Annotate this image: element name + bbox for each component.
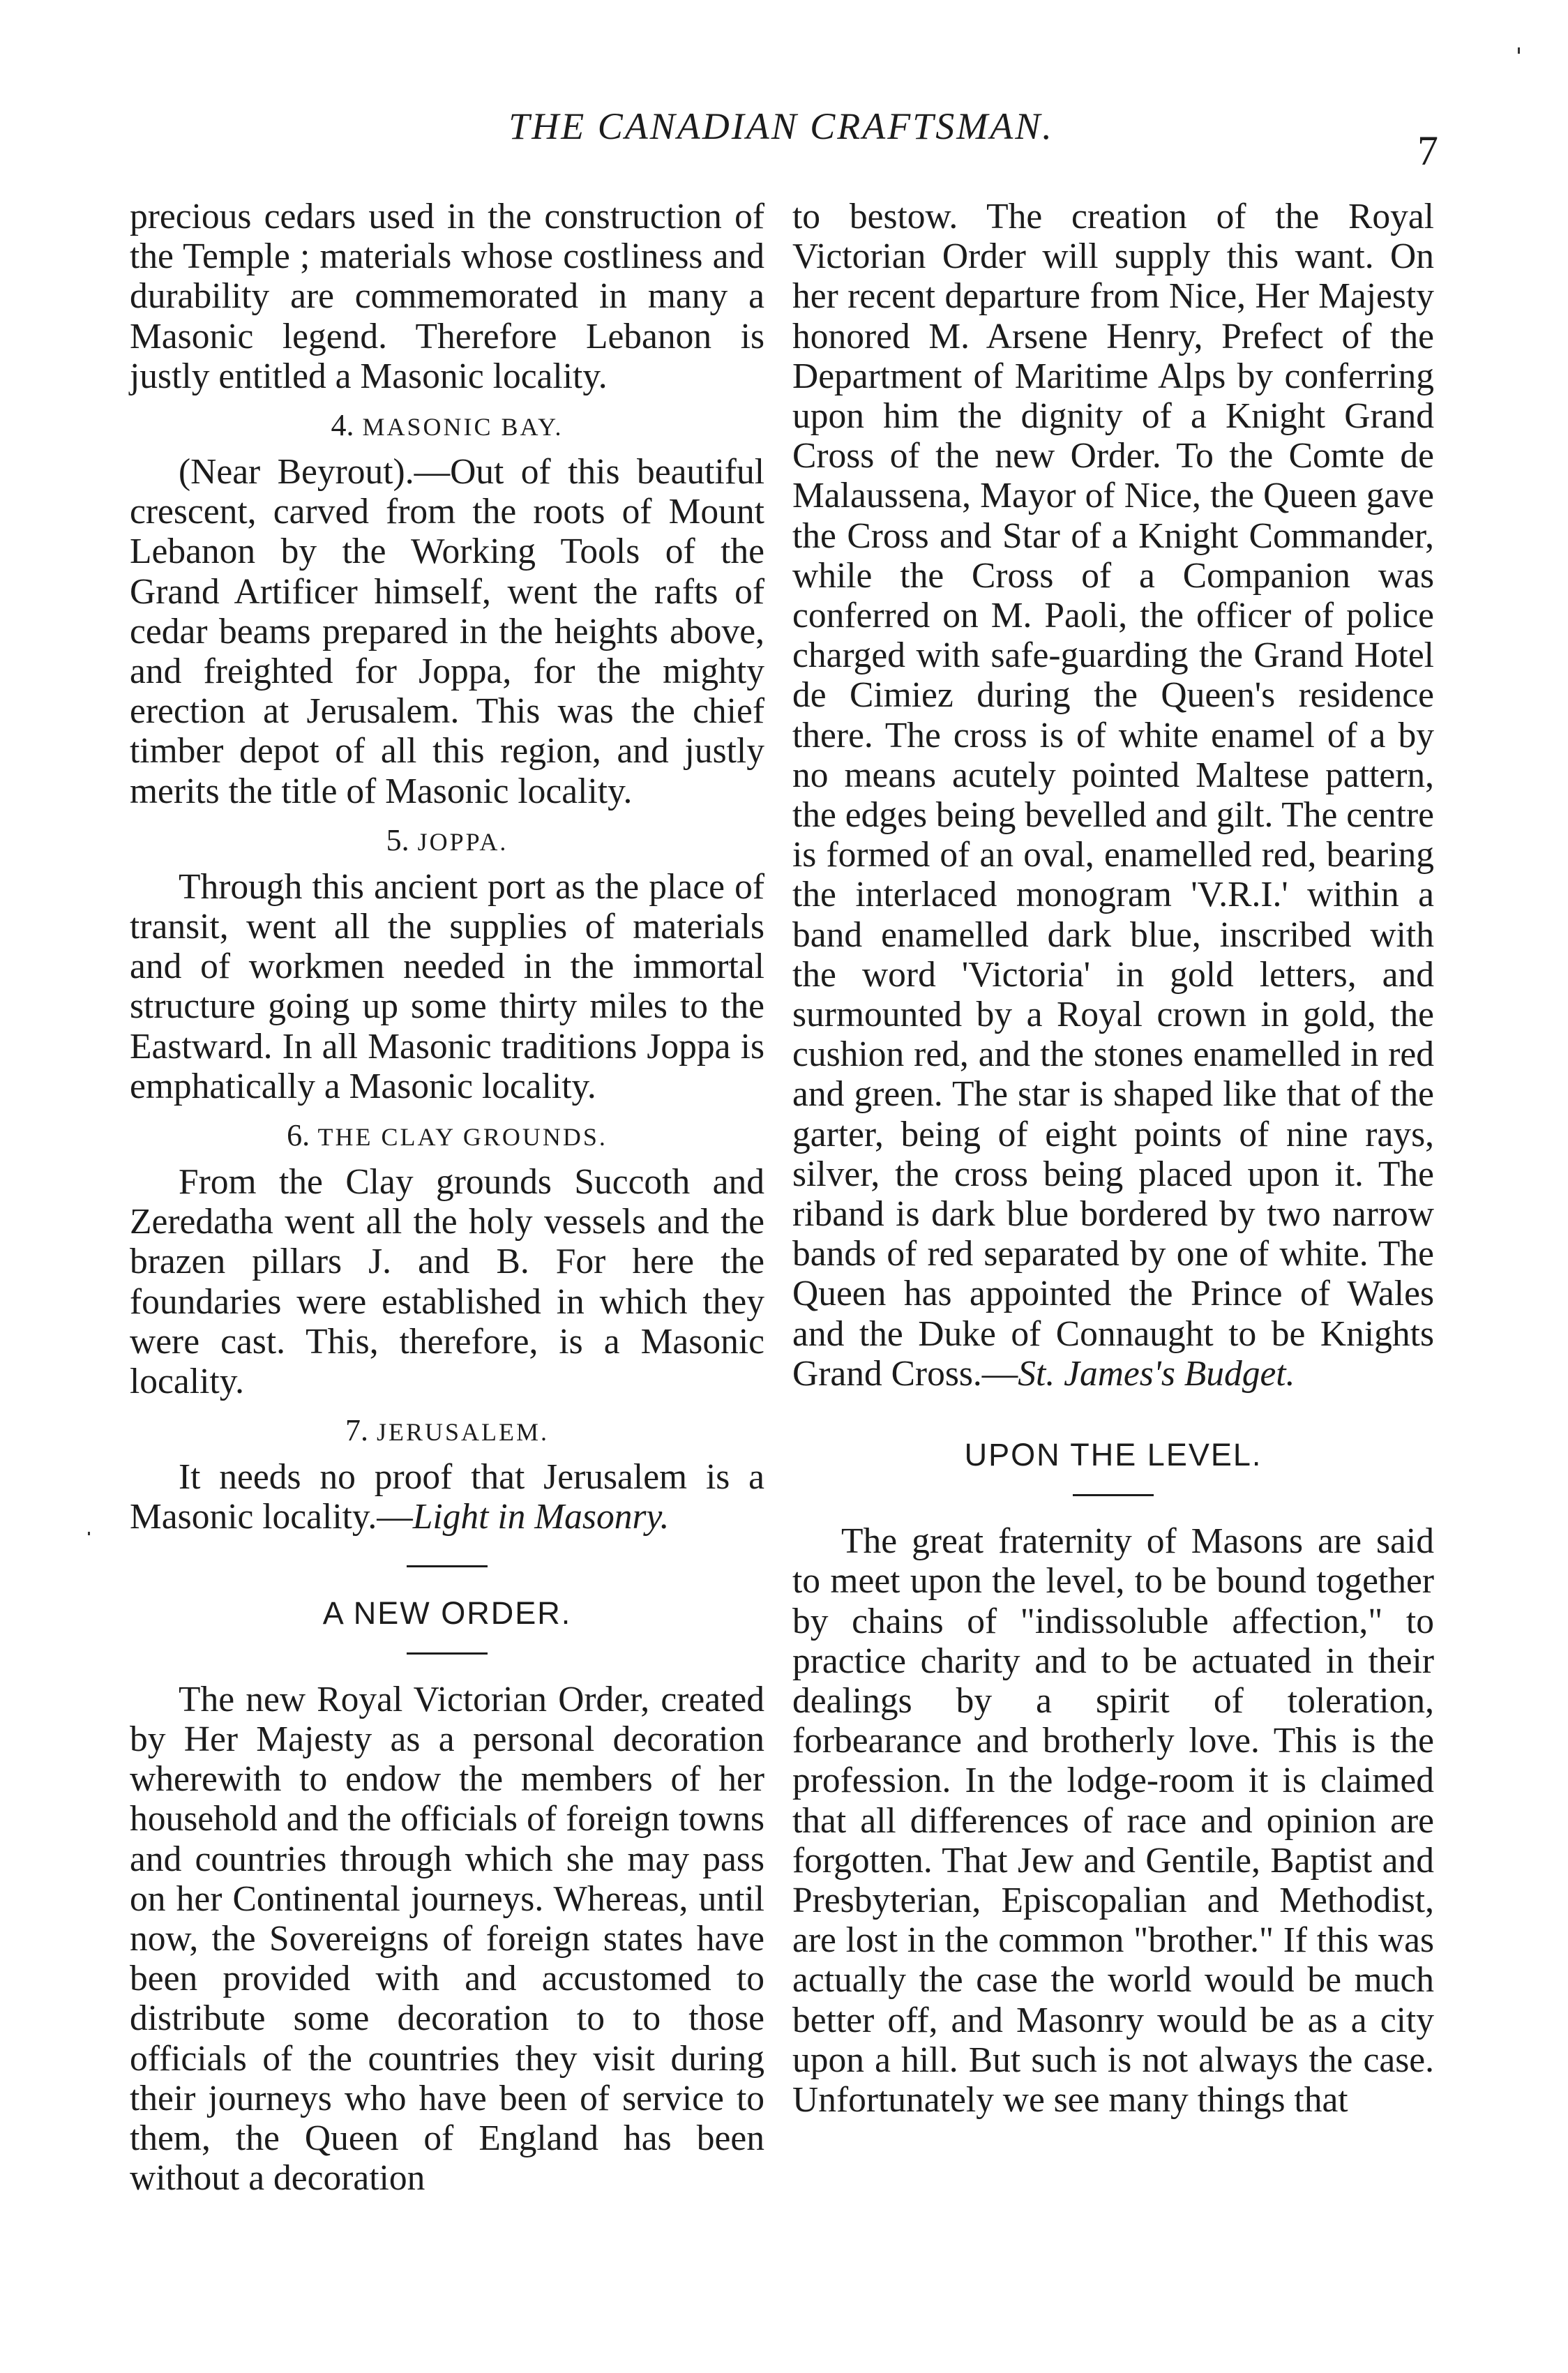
scan-speck <box>88 1532 90 1535</box>
paragraph-cedars: precious cedars used in the construction of the Temple ; materials whose costliness and durability are commemorated in many a Masonic legend. Therefore Lebanon is justly entitled a Masonic locality. <box>130 197 764 396</box>
running-title: THE CANADIAN CRAFTSMAN. <box>508 105 1054 147</box>
left-column <box>130 197 764 2198</box>
subheading-masonic-bay <box>130 405 764 448</box>
paragraph-masonic-bay: (Near Beyrout).—Out of this beautiful crescent, carved from the roots of Mount Lebanon by the Working Tools of the Grand Artificer himself, went the rafts of cedar beams prepared in the heights above, and freighted for Joppa, for the mighty erection at Jerusalem. This was the chief timber depot of all this region, and justly merits the title of Masonic locality. <box>130 452 764 811</box>
article-title-upon-the-level: UPON THE LEVEL. <box>964 1437 1262 1473</box>
scan-speck <box>1518 47 1520 54</box>
page-number: 7 <box>1417 128 1438 174</box>
subheading-label: THE CLAY GROUNDS. <box>317 1123 608 1152</box>
subheading-number: 7. <box>345 1413 368 1448</box>
article-title-new-order: A NEW ORDER. <box>322 1595 572 1631</box>
subheading-number: 6. <box>287 1118 310 1153</box>
right-column <box>792 197 1434 2120</box>
paragraph-upon-the-level: The great fraternity of Masons are said to meet upon the level, to be bound together by chains of "indissoluble affection," to practice charity and to be actuated in their dealings by a spirit of toleration, forbearance and brotherly love. This is the profession. In the lodge-room it is claimed that all differences of race and opinion are forgotten. That Jew and Gentile, Baptist and Presbyterian, Episcopalian and Methodist, are lost in the common "brother." If this was actually the case the world would be much better off, and Masonry would be as a city upon a hill. But such is not always the case. Unfortunately we see many things that <box>792 1521 1434 2120</box>
title-underline-rule <box>1073 1494 1154 1496</box>
paragraph-clay-grounds: From the Clay grounds Succoth and Zeredatha went all the holy vessels and the brazen pillars J. and B. For here the foundaries were established in which they were cast. This, therefore, is a Masonic locality. <box>130 1162 764 1402</box>
paragraph-new-order: The new Royal Victorian Order, created by Her Majesty as a personal decoration wherewith to endow the members of her household and the officials of foreign towns and countries through which she may pass on her Continental journeys. Whereas, until now, the Sovereigns of foreign states have been provided with and accustomed to distribute some decoration to to those officials of the countries they visit during their journeys who have been of service to them, the Queen of England has been without a decoration <box>130 1679 764 2199</box>
subheading-clay-grounds <box>130 1115 764 1158</box>
subheading-label: JOPPA. <box>417 827 508 856</box>
paragraph-jerusalem-text: It needs no proof that Jerusalem is a Masonic locality.— <box>130 1457 764 1537</box>
citation-st-jamess-budget: St. James's Budget. <box>1018 1353 1295 1394</box>
subheading-label: MASONIC BAY. <box>362 413 564 442</box>
paragraph-joppa: Through this ancient port as the place of transit, went all the supplies of materials and of workmen needed in the immortal structure going up some thirty miles to the Eastward. In all Masonic traditions Joppa is emphatically a Masonic locality. <box>130 866 764 1106</box>
subheading-label: JERUSALEM. <box>376 1418 550 1447</box>
title-underline-rule <box>407 1652 488 1655</box>
paragraph-bestow <box>792 197 1434 1394</box>
paragraph-jerusalem <box>130 1457 764 1537</box>
citation-light-in-masonry: Light in Masonry. <box>412 1497 670 1537</box>
subheading-number: 4. <box>331 408 354 443</box>
subheading-jerusalem <box>130 1410 764 1453</box>
paragraph-bestow-text: to bestow. The creation of the Royal Victorian Order will supply this want. On her recent departure from Nice, Her Majesty honored M. Arsene Henry, Prefect of the Department of Maritime Alps by conferring upon him the dignity of a Knight Grand Cross of the new Order. To the Comte de Malaussena, Mayor of Nice, the Queen gave the Cross and Star of a Knight Commander, while the Cross of a Companion was conferred on M. Paoli, the officer of police charged with safe-guarding the Grand Hotel de Cimiez during the Queen's residence there. The cross is of white enamel of a by no means acutely pointed Maltese pattern, the edges being bevelled and gilt. The centre is formed of an oval, enamelled red, bearing the interlaced monogram 'V.R.I.' within a band enamelled dark blue, inscribed with the word 'Victoria' in gold letters, and surmounted by a Royal crown in gold, the cushion red, and the stones enamelled in red and green. The star is shaped like that of the garter, being of eight points of nine rays, silver, the cross being placed upon it. The riband is dark blue bordered by two narrow bands of red separated by one of white. The Queen has appointed the Prince of Wales and the Duke of Connaught to be Knights Grand Cross.— <box>792 197 1434 1394</box>
subheading-number: 5. <box>386 822 409 857</box>
subheading-joppa <box>130 820 764 863</box>
section-rule <box>407 1565 488 1567</box>
